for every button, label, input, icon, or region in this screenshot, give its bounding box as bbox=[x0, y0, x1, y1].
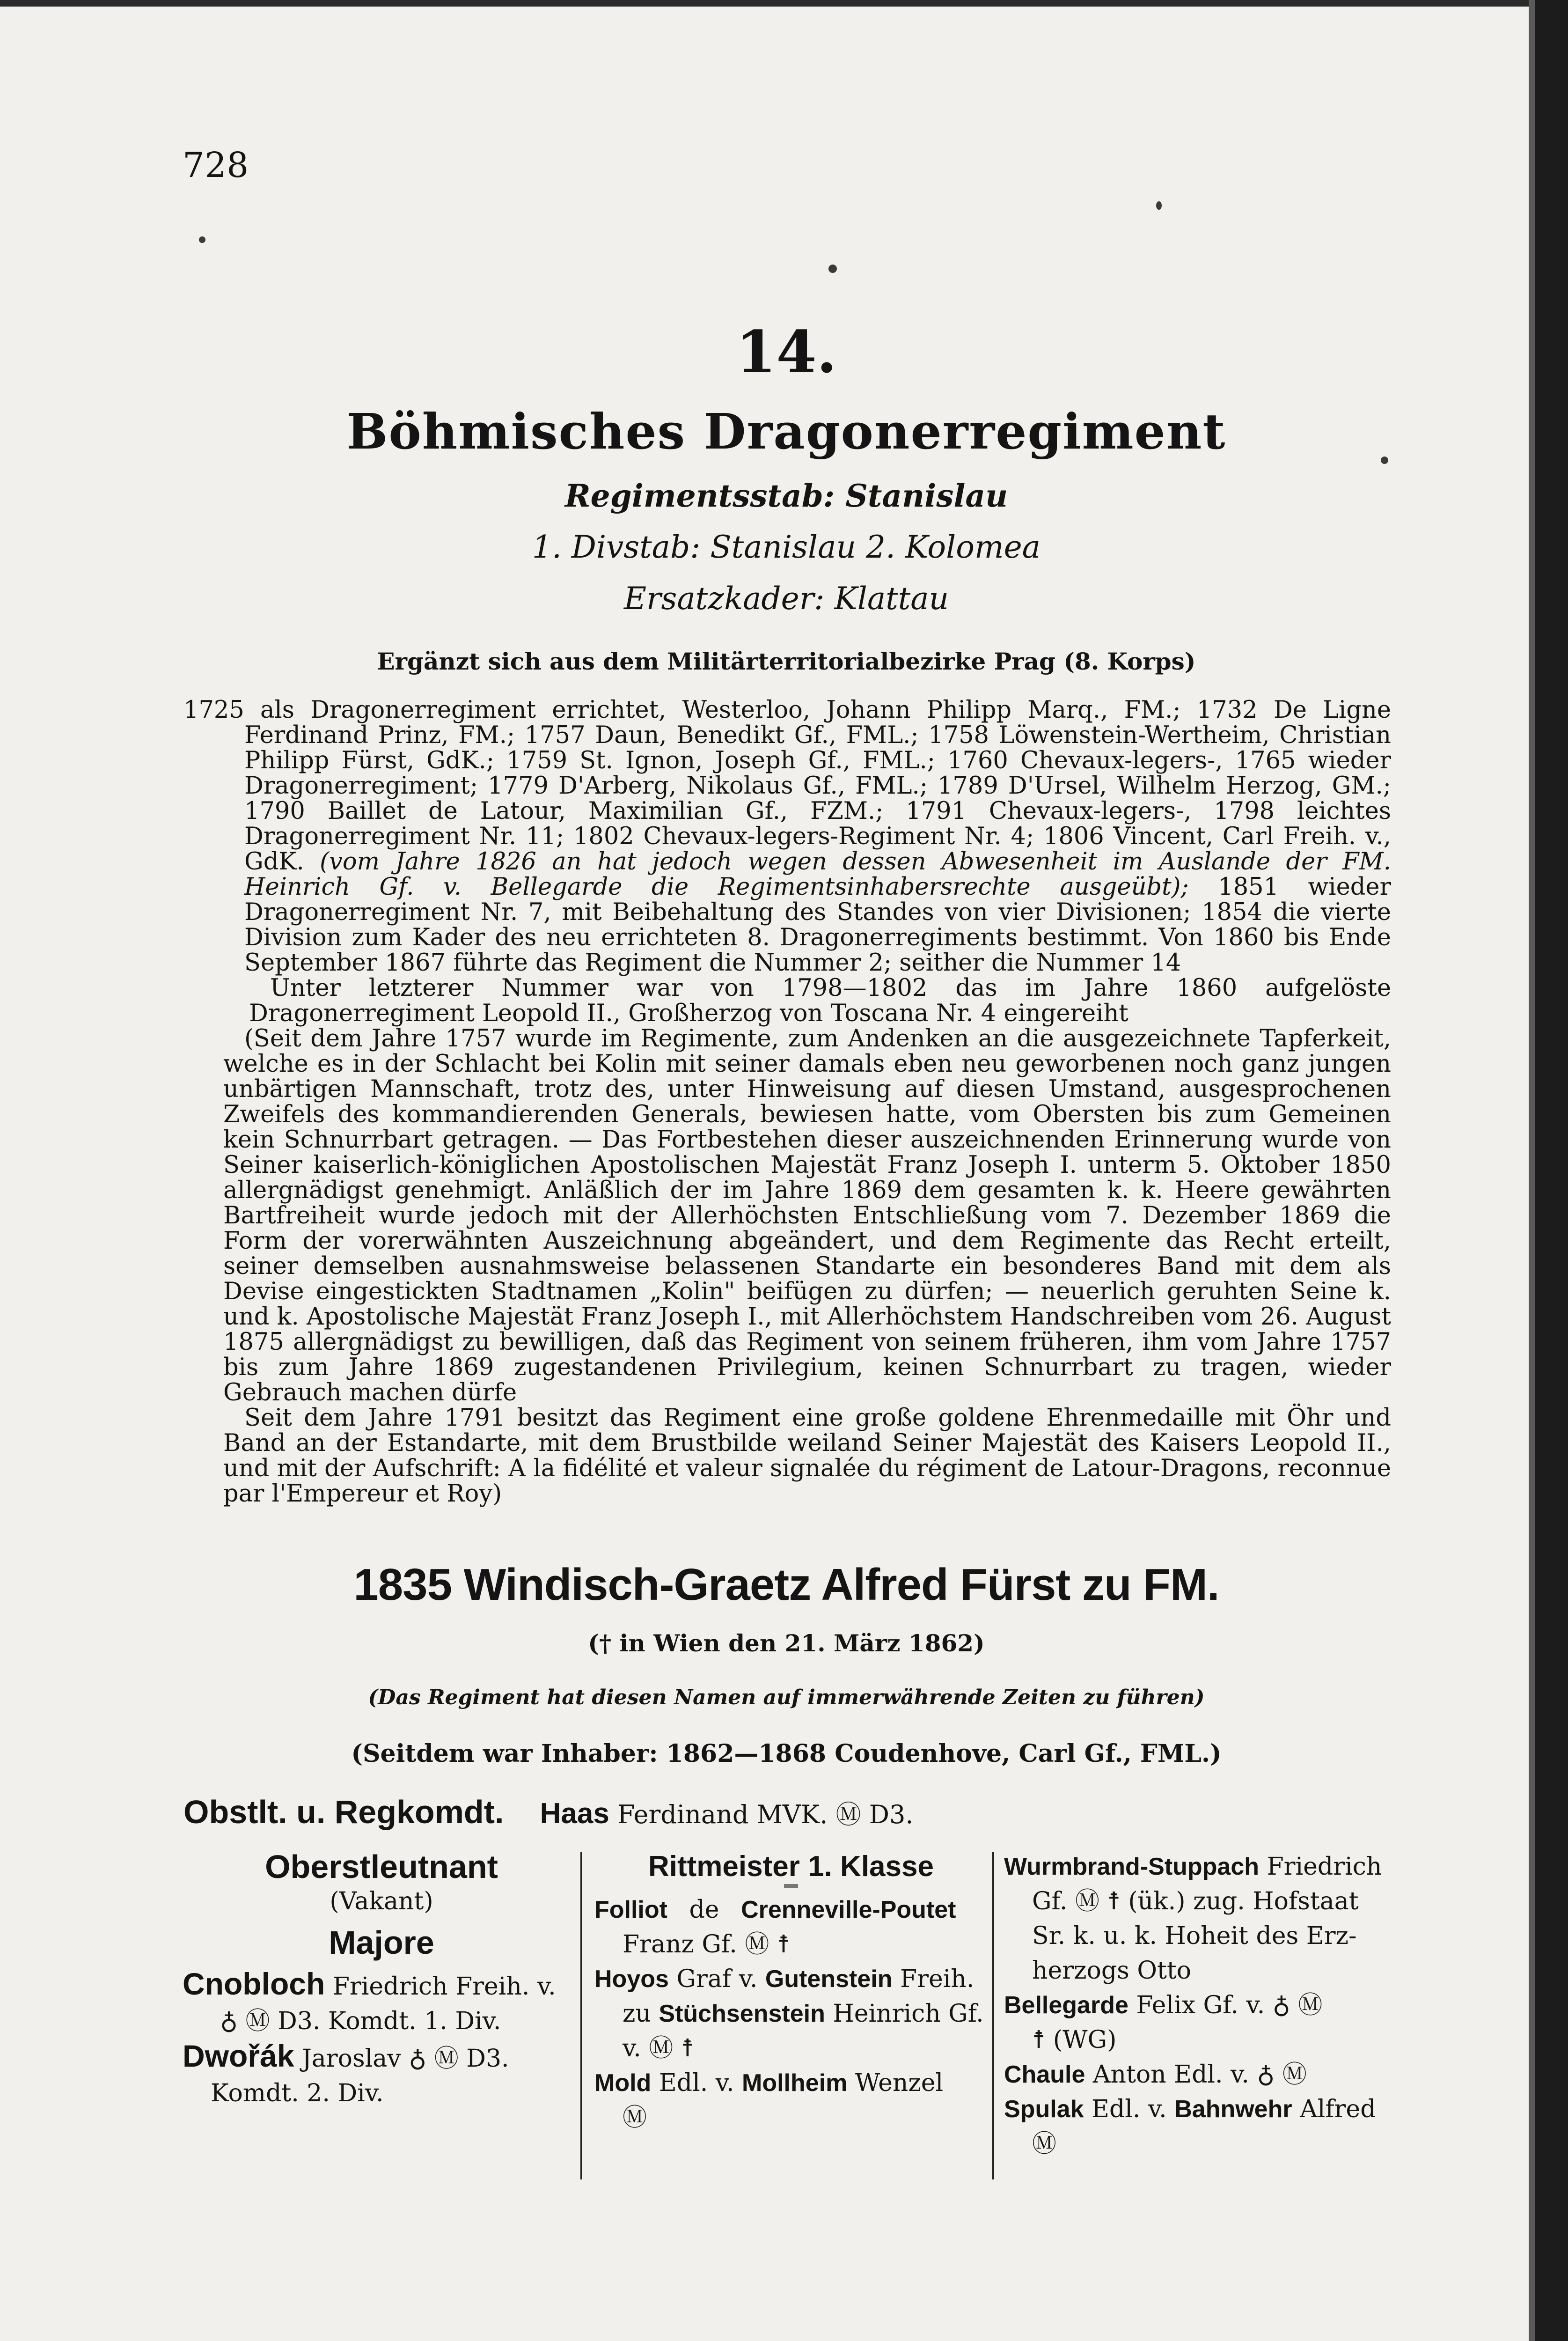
officer-details-line bbox=[594, 1996, 988, 2031]
major-surname: Cnobloch bbox=[183, 1966, 325, 2001]
regiment-owner: 1835 Windisch-Graetz Alfred Fürst zu FM. bbox=[353, 1560, 1219, 1610]
history-text: 1725 als Dragonerregiment errichtet, Westerloo, Johann Philipp Marq., FM.; 1732 De Ligne Ferdinand Prinz, FM.; 1757 Daun, Benedikt Gf., FML.; 1758 Löwenstein-Wertheim, Christian Philipp Fürst, GdK.; 1759 St. Ignon, Joseph Gf., FML.; 1760 Chevaux-legers-, 1765 wieder Dragonerregiment; 1779 D'Arberg, Nikolaus Gf., FML.; 1789 D'Ursel, Wilhelm Herzog, GM.; 1790 Baillet de Latour, Maximilian Gf., FZM.; 1791 Chevaux-legers-, 1798 leichtes Dragonerregiment Nr. 11; 1802 Chevaux-legers-Regiment Nr. 4; 1806 Vincent, Carl Freih. v., GdK. bbox=[183, 696, 1391, 876]
ersatzkader-label: Ersatzkader: bbox=[623, 581, 825, 617]
history-paragraph-2: Unter letzterer Nummer war von 1798—1802 das im Jahre 1860 aufgelöste Dragonerregiment Leopold II., Großherzog von Toscana Nr. 4 eingereiht bbox=[249, 974, 1391, 1027]
officer-details-line: herzogs Otto bbox=[1032, 1957, 1192, 1985]
scan-border-top bbox=[0, 0, 1568, 7]
officer-details: Anton Edl. v. ♁ Ⓜ bbox=[1092, 2061, 1307, 2089]
rittmeister-entry bbox=[1004, 2092, 1402, 2127]
officer-details-line: v. Ⓜ ☨ bbox=[623, 2034, 695, 2062]
officer-details-line: Sr. k. u. k. Hoheit des Erz- bbox=[1032, 1922, 1357, 1950]
officer-details: zu bbox=[623, 2000, 651, 2028]
regiment-number: 14. bbox=[736, 318, 837, 386]
regimentsstab-label: Regimentsstab: bbox=[564, 478, 835, 514]
officer-details-line: Ⓜ bbox=[623, 2104, 647, 2132]
regiment-name-note: (Das Regiment hat diesen Namen auf immerwährende Zeiten zu führen) bbox=[368, 1686, 1205, 1709]
officer-details: Heinrich Gf. bbox=[833, 2000, 984, 2028]
rittmeister-heading: Rittmeister 1. Klasse bbox=[648, 1850, 934, 1883]
majore-heading: Majore bbox=[329, 1924, 434, 1961]
officers-column-2 bbox=[594, 1849, 988, 2135]
officer-details: Edl. v. bbox=[1092, 2095, 1167, 2123]
officer-surname: Bahnwehr bbox=[1174, 2096, 1292, 2123]
major-details: Friedrich Freih. v. bbox=[332, 1973, 556, 2001]
history-paragraph-3: (Seit dem Jahre 1757 wurde im Regimente, zum Andenken an die ausgezeichnete Tapferkeit, welche es in der Schlacht bei Kolin mit seiner damals eben neu geworbenen noch ganz jungen unbärtigen Mannschaft, trotz des, unter Hinweisung auf diesen Umstand, ausgesprochenen Zweifels des kommandierenden Generals, bewiesen hatte, vom Obersten bis zum Gemeinen kein Schnurrbart getragen. — Das Fortbestehen dieser auszeichnenden Erinnerung wurde von Seiner kaiserlich-königlichen Apostolischen Majestät Franz Joseph I. unterm 5. Oktober 1850 allergnädigst genehmigt. Anläßlich der im Jahre 1869 dem gesamten k. k. Heere gewährten Bartfreiheit wurde jedoch mit der Allerhöchsten Entschließung vom 7. Dezember 1869 die Form der vorerwähnten Auszeichnung abgeändert, und dem Regimente das Recht erteilt, seiner demselben ausnahmsweise belassenen Standarte ein besonderes Band mit dem als Devise eingestickten Stadtnamen „Kolin" beifügen zu dürfen; — neuerlich geruhten Seine k. und k. Apostolische Majestät Franz Joseph I., mit Allerhöchstem Handschreiben vom 26. August 1875 allergnädigst zu bewilligen, daß das Regiment von seinem früheren, ihm vom Jahre 1757 bis zum Jahre 1869 zugestandenen Privilegium, keinen Schnurrbart zu tragen, wieder Gebrauch machen dürfe bbox=[223, 1025, 1391, 1406]
scan-speck bbox=[199, 236, 205, 243]
scan-speck bbox=[1156, 201, 1162, 210]
rittmeister-entry bbox=[1004, 1849, 1402, 1884]
rittmeister-entry bbox=[1004, 1988, 1402, 2023]
oberstleutnant-heading: Oberstleutnant bbox=[265, 1848, 498, 1885]
rittmeister-entry bbox=[1004, 2057, 1402, 2092]
owner-death-note: († in Wien den 21. März 1862) bbox=[588, 1629, 985, 1657]
major-entry bbox=[183, 2039, 580, 2076]
history-paragraph-4: Seit dem Jahre 1791 besitzt das Regiment eine große goldene Ehrenmedaille mit Öhr und Band an der Estandarte, mit dem Brustbilde weiland Seiner Majestät des Kaisers Leopold II., und mit der Aufschrift: A la fidélité et valeur signalée du régiment de Latour-Dragons, reconnue par l'Empereur et Roy) bbox=[223, 1404, 1391, 1508]
rittmeister-entry bbox=[594, 2066, 988, 2100]
officer-details: Wenzel bbox=[855, 2069, 944, 2097]
regiment-history bbox=[183, 698, 1391, 1507]
officer-details-line: Gf. Ⓜ ☨ (ük.) zug. Hofstaat bbox=[1032, 1887, 1359, 1915]
officer-details: Edl. v. bbox=[659, 2069, 734, 2097]
officer-surname: Gutenstein bbox=[765, 1966, 893, 1993]
officer-surname: Spulak bbox=[1004, 2096, 1084, 2123]
major-details-line: Komdt. 2. Div. bbox=[211, 2079, 384, 2107]
major-details: Jaroslav ♁ Ⓜ D3. bbox=[301, 2045, 509, 2073]
history-text: 1851 wieder Dragonerregiment Nr. 7, mit Beibehaltung des Standes von vier Divisionen; 1854 die vierte Division zum Kader des neu errichteten 8. Dragonerregiments bestimmt. Von 1860 bis Ende September 1867 führte das Regiment die Nummer 2; seither die Nummer 14 bbox=[244, 873, 1391, 977]
vakant-note: (Vakant) bbox=[330, 1887, 433, 1915]
scan-speck bbox=[828, 265, 837, 273]
major-entry bbox=[183, 1966, 580, 2004]
officer-details: Freih. bbox=[900, 1965, 975, 1993]
ersatzkader-line bbox=[178, 581, 1395, 617]
regimentsstab-line bbox=[178, 478, 1395, 514]
officer-details: Graf v. bbox=[676, 1965, 758, 1993]
officer-surname: Hoyos bbox=[594, 1966, 669, 1993]
ersatzkader-value: Klattau bbox=[834, 581, 949, 617]
major-surname: Dwořák bbox=[183, 2039, 294, 2073]
officer-details: Friedrich bbox=[1267, 1853, 1382, 1881]
history-paragraph-1 bbox=[183, 698, 1391, 976]
commander-label: Obstlt. u. Regkomdt. bbox=[183, 1794, 504, 1830]
rittmeister-entry bbox=[594, 1962, 988, 1996]
officer-surname: Stüchsenstein bbox=[659, 2000, 825, 2027]
commander-details: Ferdinand MVK. Ⓜ D3. bbox=[617, 1800, 914, 1829]
column-divider bbox=[992, 1852, 994, 2179]
officer-details: Alfred bbox=[1300, 2095, 1376, 2123]
officer-surname: Wurmbrand-Stuppach bbox=[1004, 1853, 1260, 1880]
officer-surname: Mold bbox=[594, 2069, 652, 2097]
column-divider bbox=[580, 1852, 582, 2179]
officer-details-line: Franz Gf. Ⓜ ☨ bbox=[623, 1930, 791, 1958]
officer-details-line: Ⓜ bbox=[1032, 2130, 1057, 2158]
regimentsstab-value: Stanislau bbox=[845, 478, 1008, 514]
officers-column-3 bbox=[1004, 1849, 1402, 2161]
regiment-name: Böhmisches Dragonerregiment bbox=[346, 403, 1226, 460]
inhaber-note: (Seitdem war Inhaber: 1862—1868 Coudenhove, Carl Gf., FML.) bbox=[351, 1739, 1222, 1768]
officer-surname: Mollheim bbox=[742, 2069, 848, 2097]
officer-details-line: ☨ (WG) bbox=[1032, 2026, 1117, 2054]
officer-particle: de bbox=[689, 1896, 719, 1924]
page-number: 728 bbox=[183, 145, 249, 185]
officer-surname: Crenneville-Poutet bbox=[741, 1896, 956, 1923]
ornament-dash bbox=[784, 1884, 798, 1888]
scan-border-right bbox=[1535, 0, 1568, 2341]
officer-details: Felix Gf. v. ♁ Ⓜ bbox=[1136, 1991, 1323, 2019]
commander-line bbox=[183, 1793, 1400, 1831]
scan-border-shadow bbox=[1529, 0, 1535, 2341]
officer-surname: Chaule bbox=[1004, 2061, 1085, 2088]
commander-surname: Haas bbox=[540, 1797, 609, 1830]
history-italic-note: (vom Jahre 1826 an hat jedoch wegen dessen Abwesenheit im Auslande der FM. Heinrich Gf. v. Bellegarde die Regimentsinhabersrechte ausgeübt); bbox=[244, 848, 1391, 901]
major-details-line: ♁ Ⓜ D3. Komdt. 1. Div. bbox=[220, 2007, 501, 2035]
officer-surname: Bellegarde bbox=[1004, 1992, 1128, 2019]
rittmeister-entry bbox=[594, 1892, 988, 1927]
divstab-line: 1. Divstab: Stanislau 2. Kolomea bbox=[532, 529, 1041, 565]
officers-column-1 bbox=[183, 1849, 580, 2111]
ergaenzung-line: Ergänzt sich aus dem Militärterritorialbezirke Prag (8. Korps) bbox=[377, 648, 1196, 675]
officer-surname: Folliot bbox=[594, 1896, 667, 1923]
